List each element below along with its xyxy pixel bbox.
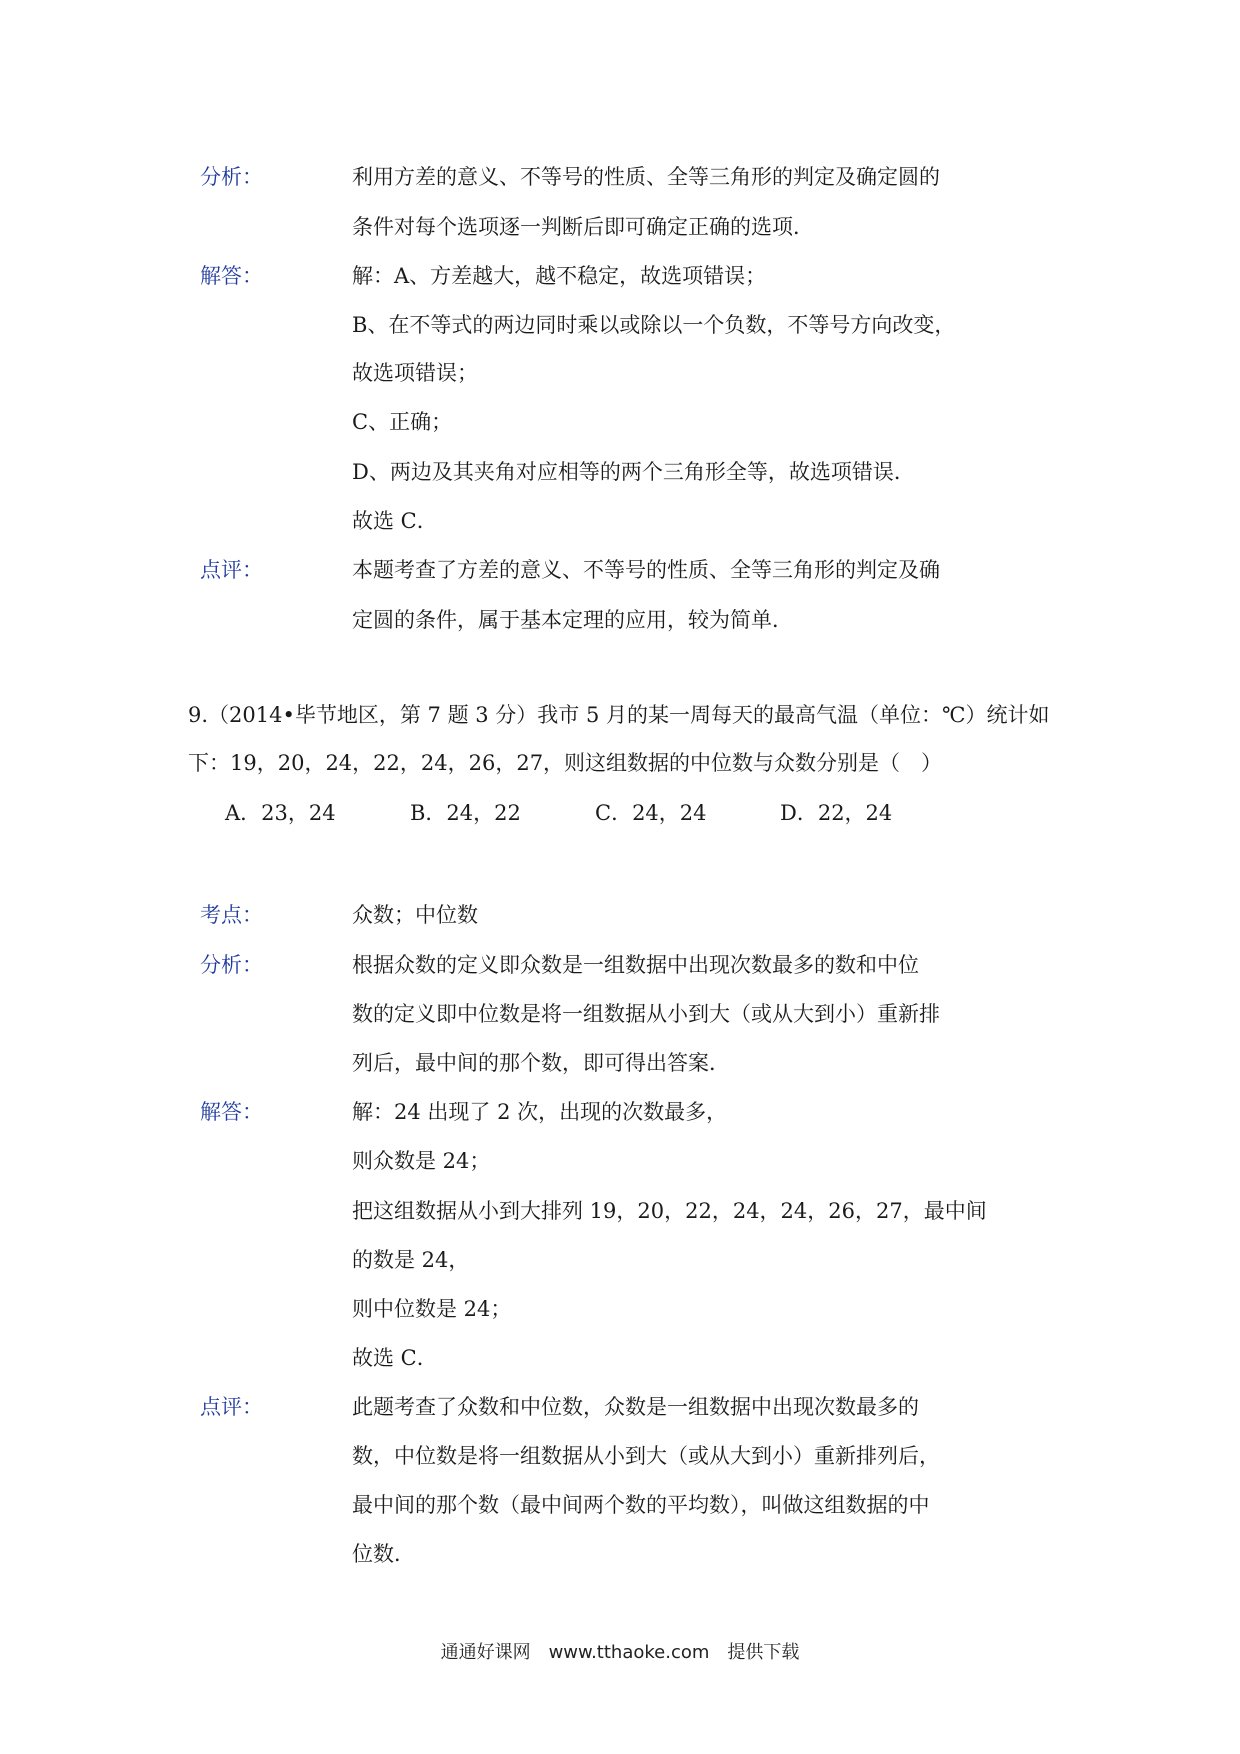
- comment-label: 点评：: [200, 1395, 263, 1419]
- point-label: 考点：: [200, 903, 263, 927]
- comment-line: 定圆的条件，属于基本定理的应用，较为简单．: [352, 608, 793, 632]
- solution-line: 解：24 出现了 2 次，出现的次数最多，: [352, 1100, 728, 1124]
- solution-line: 故选 C．: [352, 509, 438, 533]
- point-text: 众数；中位数: [352, 903, 478, 927]
- analysis-line: 条件对每个选项逐一判断后即可确定正确的选项．: [352, 215, 814, 239]
- analysis-label: 分析：: [200, 165, 263, 189]
- solution-line: 故选 C．: [352, 1346, 438, 1370]
- solution-line: 把这组数据从小到大排列 19，20，22，24，24，26，27，最中间: [352, 1199, 987, 1223]
- solution-label: 解答：: [200, 264, 263, 288]
- solution-line: B、在不等式的两边同时乘以或除以一个负数，不等号方向改变，: [352, 313, 956, 337]
- comment-line: 此题考查了众数和中位数，众数是一组数据中出现次数最多的: [352, 1395, 919, 1419]
- comment-line: 本题考查了方差的意义、不等号的性质、全等三角形的判定及确: [352, 558, 940, 582]
- solution-line: C、正确；: [352, 410, 453, 434]
- comment-line: 数，中位数是将一组数据从小到大（或从大到小）重新排列后，: [352, 1444, 940, 1468]
- question-text: 下：19，20，24，22，24，26，27，则这组数据的中位数与众数分别是（ ）: [188, 751, 943, 775]
- solution-line: 解：A、方差越大，越不稳定，故选项错误；: [352, 264, 767, 288]
- comment-label: 点评：: [200, 558, 263, 582]
- analysis-line: 列后，最中间的那个数，即可得出答案．: [352, 1051, 730, 1075]
- analysis-label: 分析：: [200, 953, 263, 977]
- option-c: C．24，24: [595, 801, 707, 825]
- question-text: 9.（2014•毕节地区，第 7 题 3 分）我市 5 月的某一周每天的最高气温（单位：℃）统计如: [188, 703, 1050, 727]
- analysis-line: 利用方差的意义、不等号的性质、全等三角形的判定及确定圆的: [352, 165, 940, 189]
- option-b: B．24，22: [410, 801, 521, 825]
- solution-line: 的数是 24，: [352, 1248, 470, 1272]
- solution-line: 则众数是 24；: [352, 1149, 491, 1173]
- solution-label: 解答：: [200, 1100, 263, 1124]
- comment-line: 最中间的那个数（最中间两个数的平均数），叫做这组数据的中: [352, 1493, 930, 1517]
- solution-line: 故选项错误；: [352, 361, 478, 385]
- option-d: D．22，24: [780, 801, 893, 825]
- solution-line: D、两边及其夹角对应相等的两个三角形全等，故选项错误．: [352, 460, 915, 484]
- analysis-line: 数的定义即中位数是将一组数据从小到大（或从大到小）重新排: [352, 1002, 940, 1026]
- solution-line: 则中位数是 24；: [352, 1297, 512, 1321]
- comment-line: 位数．: [352, 1542, 415, 1566]
- footer-text: 通通好课网 www.tthaoke.com 提供下载: [440, 1642, 800, 1663]
- option-a: A．23，24: [225, 801, 336, 825]
- analysis-line: 根据众数的定义即众数是一组数据中出现次数最多的数和中位: [352, 953, 919, 977]
